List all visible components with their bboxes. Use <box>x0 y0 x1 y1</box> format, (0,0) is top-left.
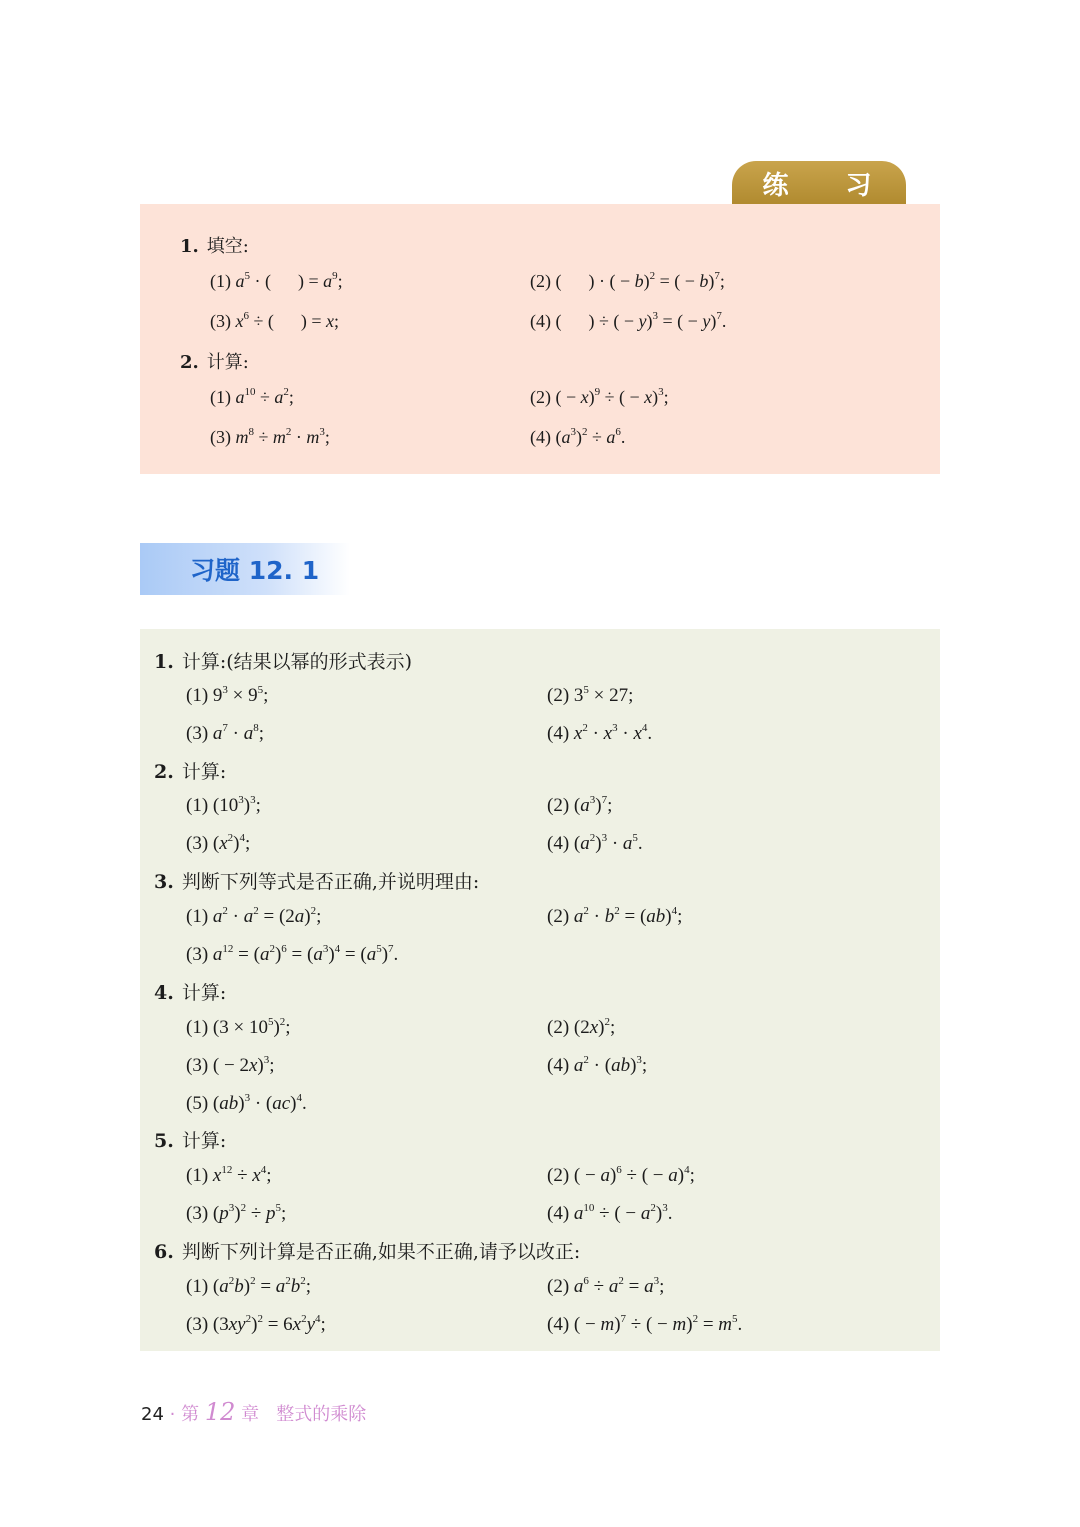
exercise-item-4-1: (1) $(3 \times 10^5)^2$; <box>186 1016 291 1038</box>
practice-tab: 练 习 <box>732 161 906 205</box>
exercise-item-6-4: (4) ( − m)$^7$ ÷ ( − $m)^2 = m^5$. <box>547 1313 743 1335</box>
exercise-item-5-1: (1) $x^{12} \div x^4$; <box>186 1164 272 1186</box>
page-footer <box>141 1398 366 1426</box>
exercise-item-2-1: (1) $(10^3)^3$; <box>186 794 261 816</box>
exercise-item-1-1: (1) $9^3 \times 9^5$; <box>186 684 269 706</box>
exercise-item-5-3: (3) $(p^3)^2 \div p^5$; <box>186 1202 287 1224</box>
exercise-item-6-1: (1) $(a^2b)^2 = a^2b^2$; <box>186 1275 312 1297</box>
practice-item-2-2: (2) ( − x)$^9$ ÷ ( − x)$^3$; <box>530 386 669 407</box>
exercise-question-5: 5. 计算: <box>154 1130 227 1152</box>
exercise-question-6: 6. 判断下列计算是否正确,如果不正确,请予以改正: <box>154 1241 581 1263</box>
exercise-item-2-3: (3) $(x^2)^4$; <box>186 832 251 854</box>
practice-item-2-3: (3) $m^8 \div m^2 \cdot m^3$; <box>210 426 330 447</box>
exercise-question-4: 4. 计算: <box>154 982 227 1004</box>
exercise-item-4-4: (4) $a^2 \cdot (ab)^3$; <box>547 1054 648 1076</box>
exercise-item-5-4: (4) $a^{10}$ ÷ ( − $a^2)^3$. <box>547 1202 673 1224</box>
exercise-item-3-2: (2) $a^2 \cdot b^2 = (ab)^4$; <box>547 905 683 927</box>
practice-item-1-1: (1) $a^5$ · ( ) = $a^9$; <box>210 270 343 291</box>
exercise-item-6-3: (3) $(3xy^2)^2 = 6x^2y^4$; <box>186 1313 326 1335</box>
practice-item-1-3: (3) $x^6$ ÷ ( ) = x; <box>210 310 340 331</box>
exercise-box <box>140 629 940 1351</box>
exercise-item-3-1: (1) $a^2 \cdot a^2 = (2a)^2$; <box>186 905 322 927</box>
exercise-question-3: 3. 判断下列等式是否正确,并说明理由: <box>154 871 480 893</box>
exercise-item-2-4: (4) $(a^2)^3 \cdot a^5$. <box>547 832 643 854</box>
chapter-title: 整式的乘除 <box>276 1404 367 1425</box>
practice-question-1: 1. 填空: <box>180 236 249 257</box>
exercise-item-5-2: (2) ( − a)$^6$ ÷ ( − a)$^4$; <box>547 1164 695 1186</box>
chapter-suffix: 章 <box>241 1404 260 1425</box>
practice-question-2: 2. 计算: <box>180 352 249 373</box>
practice-item-1-2: (2) ( ) · ( − b)$^2$ = ( − b)$^7$; <box>530 270 725 291</box>
exercise-item-4-5: (5) (ab)$^3$ · (ac)$^4$. <box>186 1092 307 1114</box>
chapter-prefix: · 第 <box>169 1404 200 1425</box>
practice-box <box>140 204 940 474</box>
exercise-question-2: 2. 计算: <box>154 761 227 783</box>
practice-item-2-1: (1) $a^{10} \div a^2$; <box>210 386 294 407</box>
exercise-question-1: 1. 计算:(结果以幂的形式表示) <box>154 651 413 673</box>
practice-item-2-4: (4) $(a^3)^2 \div a^6$. <box>530 426 626 447</box>
exercise-item-4-2: (2) $(2x)^2$; <box>547 1016 616 1038</box>
exercise-item-4-3: (3) ( − 2x)$^3$; <box>186 1054 275 1076</box>
exercise-item-3-3: (3) $a^{12} = (a^2)^6 = (a^3)^4 = (a^5)^7$. <box>186 943 399 965</box>
exercise-title: 习题 12. 1 <box>140 543 350 595</box>
practice-item-1-4: (4) ( ) ÷ ( − y)$^3$ = ( − y)$^7$. <box>530 310 727 331</box>
exercise-item-1-3: (3) $a^7 \cdot a^8$; <box>186 722 265 744</box>
exercise-item-1-2: (2) $3^5 \times 27$; <box>547 684 634 706</box>
exercise-item-2-2: (2) $(a^3)^7$; <box>547 794 613 816</box>
page-number: 24 <box>141 1404 164 1425</box>
exercise-item-1-4: (4) $x^2 \cdot x^3 \cdot x^4$. <box>547 722 653 744</box>
chapter-number: 12 <box>204 1398 236 1426</box>
exercise-item-6-2: (2) $a^6 \div a^2 = a^3$; <box>547 1275 665 1297</box>
